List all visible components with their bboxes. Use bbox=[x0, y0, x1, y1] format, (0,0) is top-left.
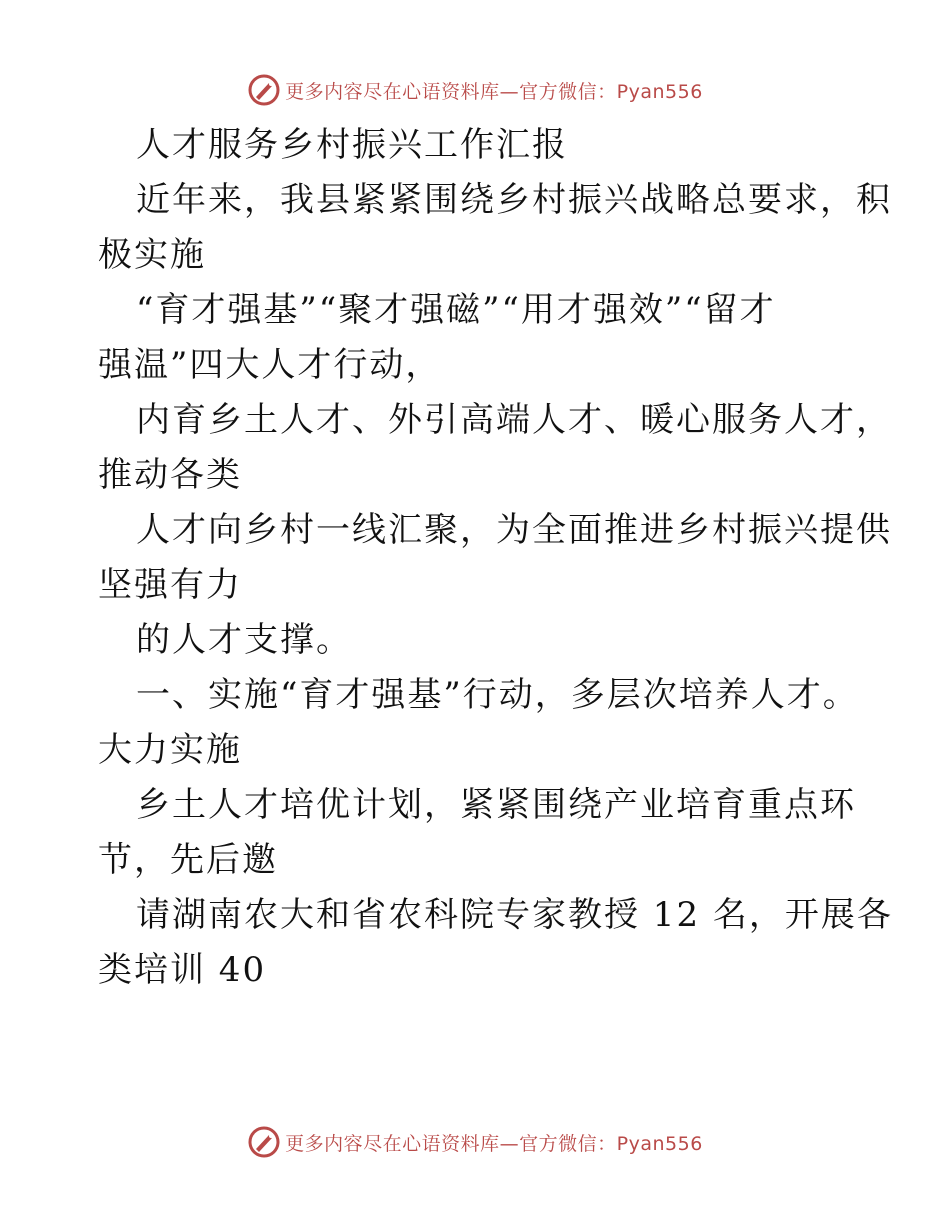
paragraph-line: 内育乡土人才、外引高端人才、暖心服务人才， bbox=[136, 400, 892, 440]
section-heading-line: 一、实施“育才强基”行动，多层次培养人才。 bbox=[136, 675, 859, 715]
paragraph-line: 极实施 bbox=[98, 235, 206, 275]
document-title: 人才服务乡村振兴工作汇报 bbox=[136, 125, 568, 165]
document-body bbox=[98, 118, 893, 998]
paragraph-line: 强温”四大人才行动， bbox=[98, 345, 442, 385]
paragraph-line: 类培训 40 bbox=[98, 950, 267, 990]
paragraph-line: 近年来，我县紧紧围绕乡村振兴战略总要求，积 bbox=[136, 180, 892, 220]
paragraph-line: 人才向乡村一线汇聚，为全面推进乡村振兴提供 bbox=[136, 510, 892, 550]
paragraph-line: 大力实施 bbox=[98, 730, 242, 770]
paragraph-line: 乡土人才培优计划，紧紧围绕产业培育重点环 bbox=[136, 785, 856, 825]
watermark-text: 更多内容尽在心语资料库—官方微信：Pyan556 bbox=[285, 80, 703, 103]
paragraph-line: 请湖南农大和省农科院专家教授 12 名，开展各 bbox=[136, 895, 893, 935]
paragraph-line: 推动各类 bbox=[98, 455, 242, 495]
paragraph-line: “育才强基”“聚才强磁”“用才强效”“留才 bbox=[136, 290, 776, 330]
pen-circle-logo-icon bbox=[247, 73, 281, 107]
pen-circle-logo-icon bbox=[247, 1125, 281, 1159]
watermark-footer bbox=[0, 1122, 950, 1162]
watermark-text: 更多内容尽在心语资料库—官方微信：Pyan556 bbox=[285, 1132, 703, 1155]
paragraph-line: 的人才支撑。 bbox=[136, 620, 352, 660]
paragraph-line: 坚强有力 bbox=[98, 565, 242, 605]
watermark-header bbox=[0, 70, 950, 110]
paragraph-line: 节，先后邀 bbox=[98, 840, 278, 880]
